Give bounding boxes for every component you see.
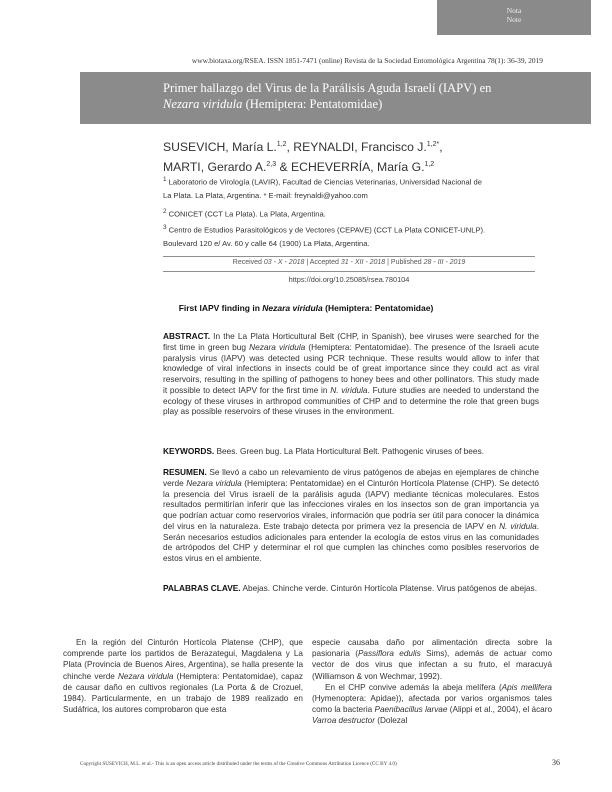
body-left-text-1: En la región del Cinturón Hortícola Platense (CHP), que comprende parte los partidos de Berazategui, Magdalena y La Plata (Provincia de Buenos Aires, Argentina), se halla presente la chinche verde [63, 638, 303, 681]
keywords [163, 446, 539, 457]
affiliation-3-line-2: Boulevard 120 e/ Av. 60 y calle 64 (1900) La Plata, Argentina. [163, 239, 370, 249]
body-right-p2-text-1: En el CHP convive además la abeja melífera ( [325, 682, 502, 692]
english-title-post: (Hemiptera: Pentatomidae) [322, 303, 434, 313]
author-3-sup: 2,3 [266, 161, 277, 169]
abstract-text-2: (Hemiptera: Pentatomidae). The presence of the Israeli acute paralysis virus (IAPV) was detected using PCR technique. These results would allow to infer that knowledge of viral infections in insects could be of great importance since they could act as viral reservoirs, resulting in the spilling of pathogens to honey bees and other pollinators. This study made it possible to detect IAPV for the first time in [163, 341, 539, 395]
affiliation-2-text: CONICET (CCT La Plata). La Plata, Argentina. [166, 209, 326, 219]
accepted-label: | Accepted [304, 259, 341, 266]
body-right-p2-text-4: (Dolezal [374, 716, 408, 726]
affiliations [163, 173, 553, 251]
english-title-pre: First IAPV finding in [178, 303, 263, 313]
received-date: 03 - X - 2018 [263, 259, 305, 266]
affiliation-2 [163, 205, 553, 221]
body-right-p2-text-2: (Hymenoptera: Apidae)), afectada por varios organismos tales como la bacteria [312, 694, 552, 715]
accepted-date: 31 - XII - 2018 [340, 259, 386, 266]
author-separator: , [439, 140, 443, 155]
publication-dates [163, 259, 535, 266]
keywords-text: Bees. Green bug. La Plata Horticultural Belt. Pathogenic viruses of bees. [214, 446, 484, 456]
affiliation-1-line-1: Laboratorio de Virología (LAVIR), Facultad de Ciencias Veterinarias, Universidad Nacional de [166, 177, 482, 187]
title-line-2 [163, 96, 583, 112]
body-column-left [63, 637, 303, 715]
author-4-sup: 1,2 [424, 161, 435, 169]
received-label: Received [232, 259, 264, 266]
footer-copyright: Copyright SUSEVICH, M.L. et al.- This is an open access article distributed under the terms of the Creative Commons Attribution Licence (CC BY 4.0) [80, 761, 397, 767]
author-1-sup: 1,2 [276, 141, 287, 148]
affiliation-2-sup: 2 [163, 208, 167, 216]
article-title [163, 80, 583, 112]
affiliation-1 [163, 173, 553, 189]
resumen-text-2: (Hemiptera: Pentatomidae) en el Cinturón Hortícola Platense (CHP). Se detectó la presencia del Virus israelí de la parálisis aguda (IAPV) mediante técnicas moleculares. Estos resultados permitirían inferir que las infecciones virales en los insectos son de gran importancia ya que podrían actuar como reservorios virales, información que podría ser útil para conocer la dinámica del virus en la naturaleza. Este trabajo detecta por primera vez la presencia de IAPV en [163, 477, 540, 531]
published-date: 28 - III - 2019 [423, 259, 466, 266]
abstract-text-1: In the La Plata Horticultural Belt (CHP, in Spanish), bee viruses were searched for the first time in green bug [163, 331, 539, 352]
resumen-species-2: N. viridula [499, 520, 537, 531]
body-right-p1-text-2: Sims), además de actuar como vector de dos virus que infectan a su fruto, el maracuyá (Williamson & von Wechmar, 1992). [312, 649, 552, 681]
dates-box [163, 256, 535, 272]
abstract-text-3: . Future studies are needed to understand the ecology of these viruses in arthropod communities of CHP and to determine the role that green bugs play as possible reservoirs of these viruses in the environment. [163, 384, 539, 417]
resumen-text-3: . Serán necesarios estudios adicionales para entender la ecología de estos virus en las comunidades de artrópodos del CHP y determinar el rol que cumplen las chinches como posibles reservorios de estos virus en el ambiente. [163, 520, 540, 563]
title-line-2-rest: (Hemiptera: Pentatomidae) [242, 97, 383, 111]
body-right-p2-text-3: (Alippi et al., 2004), el ácaro [447, 705, 552, 715]
body-left-species: Nezara viridula [117, 671, 174, 681]
affiliation-1-line-2: La Plata. La Plata, Argentina. * E-mail: freynaldi@yahoo.com [163, 190, 368, 200]
palabras-clave [163, 583, 539, 594]
resumen-text-1: Se llevó a cabo un relevamiento de virus patógenos de abejas en ejemplares de chinche verde [163, 467, 539, 488]
author-2-sup: 1,2* [426, 141, 440, 148]
journal-header: www.biotaxa.org/RSEA. ISSN 1851-7471 (online) Revista de la Sociedad Entomológica Argentina 78(1): 36-39, 2019 [191, 56, 543, 65]
published-label: | Published [385, 259, 424, 266]
author-list [163, 136, 443, 176]
affiliation-1-sup: 1 [163, 176, 167, 183]
title-species: Nezara viridula [163, 97, 243, 111]
palabras-text: Abejas. Chinche verde. Cinturón Hortícola Platense. Virus patógenos de abejas. [240, 583, 538, 593]
abstract-label: ABSTRACT. [163, 331, 211, 341]
author-4: & ECHEVERRÍA, María G. [276, 160, 425, 175]
body-paragraph-3 [312, 682, 552, 727]
body-paragraph-2 [312, 637, 552, 682]
abstract-species-2: N. viridula [330, 384, 368, 395]
body-right-p2-species-2: Paenibacillus larvae [374, 705, 448, 715]
note-tab [437, 0, 591, 35]
body-column-right [312, 637, 552, 727]
body-left-text-2: (Hemiptera: Pentatomidae), capaz de causar daño en cultivos regionales (La Porta & de Crozuel, 1984). Particularmente, en un trabajo de 1989 realizado en Sudáfrica, los autores comprobaron que esta [63, 671, 303, 715]
body-paragraph-1 [63, 637, 303, 715]
resumen-species-1: Nezara viridula [186, 477, 242, 488]
author-3: MARTI, Gerardo A. [163, 160, 267, 175]
body-right-p1-species: Passiflora edulis [357, 649, 421, 659]
note-label-es: Nota [506, 6, 522, 15]
english-title [0, 303, 612, 313]
body-right-p1-text-1: especie causaba daño por alimentación directa sobre la pasionaria ( [312, 638, 552, 659]
title-line-1: Primer hallazgo del Virus de la Parálisis Aguda Israelí (IAPV) en [163, 81, 492, 95]
page-number: 36 [552, 758, 560, 767]
english-title-species: Nezara viridula [262, 303, 323, 313]
note-label-en: Note [506, 15, 522, 24]
body-right-p2-species-1: Apis mellifera [501, 682, 552, 692]
abstract-species-1: Nezara viridula [249, 341, 306, 352]
author-1: SUSEVICH, María L. [163, 140, 277, 155]
resumen-label: RESUMEN. [163, 467, 207, 477]
affiliation-3-sup: 3 [163, 224, 167, 232]
author-2: , REYNALDI, Francisco J. [286, 140, 427, 155]
resumen [163, 467, 539, 564]
doi-link[interactable]: https://doi.org/10.25085/rsea.780104 [288, 275, 410, 284]
palabras-label: PALABRAS CLAVE. [163, 583, 241, 593]
keywords-label: KEYWORDS. [163, 446, 215, 456]
abstract [163, 331, 539, 417]
affiliation-3 [163, 221, 553, 237]
affiliation-3-line-1: Centro de Estudios Parasitológicos y de Vectores (CEPAVE) (CCT La Plata CONICET-UNLP). [166, 225, 486, 235]
body-right-p2-species-3: Varroa destructor [312, 716, 375, 726]
